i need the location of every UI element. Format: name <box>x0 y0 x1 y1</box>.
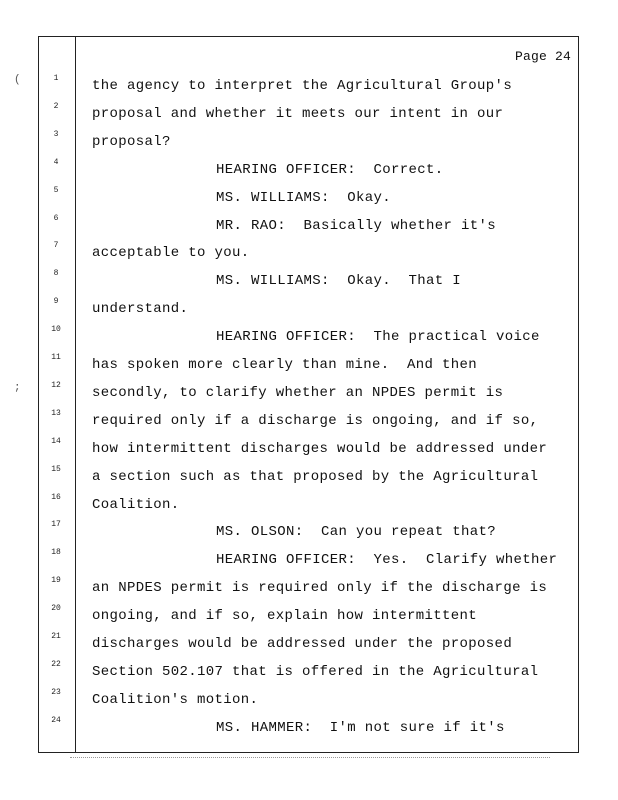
transcript-line <box>0 715 618 740</box>
line-text: Coalition. <box>92 496 180 513</box>
line-number: 9 <box>53 297 59 307</box>
line-text: a section such as that proposed by the Agricultural <box>92 468 539 485</box>
line-text: proposal? <box>92 133 171 150</box>
line-text: MS. OLSON: Can you repeat that? <box>216 524 497 541</box>
line-text: HEARING OFFICER: The practical voice <box>216 329 540 346</box>
line-number: 2 <box>53 101 59 111</box>
line-text: MS. WILLIAMS: Okay. That I <box>216 273 462 290</box>
line-number: 21 <box>51 632 61 641</box>
line-number: 20 <box>51 604 61 614</box>
transcript-line <box>0 492 618 517</box>
line-number: 23 <box>51 687 61 697</box>
line-text: understand. <box>92 301 189 318</box>
margin-mark: ; <box>14 382 21 394</box>
transcript-line <box>0 185 618 210</box>
line-text: Section 502.107 that is offered in the Agricultural <box>92 663 539 680</box>
transcript-line <box>0 464 618 489</box>
line-number: 1 <box>53 74 59 83</box>
transcript-line <box>0 408 618 433</box>
transcript-line <box>0 604 618 628</box>
line-number: 3 <box>53 129 59 139</box>
line-text: HEARING OFFICER: Correct. <box>216 161 444 178</box>
line-text: proposal and whether it meets our intent in our <box>92 105 504 122</box>
line-text: acceptable to you. <box>92 245 250 262</box>
transcript-line <box>0 325 618 349</box>
line-text: has spoken more clearly than mine. And then <box>92 357 478 373</box>
line-number: 22 <box>51 659 61 669</box>
line-number: 5 <box>53 185 59 195</box>
line-number: 11 <box>51 353 61 362</box>
transcript-line <box>0 269 618 293</box>
line-number: 8 <box>53 269 59 279</box>
line-text: discharges would be addressed under the proposed <box>92 636 513 652</box>
line-text: HEARING OFFICER: Yes. Clarify whether <box>216 552 558 569</box>
transcript-line <box>0 548 618 572</box>
transcript-line <box>0 520 618 544</box>
line-text: the agency to interpret the Agricultural Group's <box>92 78 513 94</box>
transcript-line <box>0 213 618 238</box>
line-text: MR. RAO: Basically whether it's <box>216 217 497 234</box>
line-text: Coalition's motion. <box>92 691 259 708</box>
transcript-line <box>0 687 618 712</box>
line-number: 17 <box>51 520 61 530</box>
line-number: 14 <box>51 436 61 446</box>
line-number: 13 <box>51 408 61 418</box>
transcript-line <box>0 576 618 600</box>
line-text: secondly, to clarify whether an NPDES permit is <box>92 384 504 401</box>
margin-mark: ( <box>14 74 21 86</box>
line-number: 12 <box>51 380 61 390</box>
transcript-line <box>0 157 618 182</box>
transcript-line <box>0 241 618 265</box>
line-number: 4 <box>53 157 59 167</box>
line-number: 7 <box>53 241 59 251</box>
transcript-line <box>0 436 618 461</box>
line-number: 10 <box>51 325 61 335</box>
line-number: 6 <box>53 213 59 223</box>
transcript-line <box>0 353 618 377</box>
transcript-line <box>0 74 618 98</box>
line-text: required only if a discharge is ongoing, and if so, <box>92 412 539 429</box>
transcript-line <box>0 101 618 126</box>
transcript-line <box>0 380 618 405</box>
line-text: MS. WILLIAMS: Okay. <box>216 189 392 206</box>
line-text: an NPDES permit is required only if the discharge is <box>92 580 548 597</box>
transcript-line <box>0 659 618 684</box>
line-number: 19 <box>51 576 61 586</box>
transcript-line <box>0 297 618 321</box>
line-text: how intermittent discharges would be addressed under <box>92 440 548 457</box>
transcript-line <box>0 632 618 656</box>
page-number: Page 24 <box>514 49 571 64</box>
line-number: 18 <box>51 548 61 558</box>
line-number: 24 <box>51 715 61 725</box>
line-text: MS. HAMMER: I'm not sure if it's <box>216 719 505 736</box>
line-number: 16 <box>51 492 61 502</box>
bottom-rule <box>70 757 550 758</box>
line-number: 15 <box>51 464 61 474</box>
line-text: ongoing, and if so, explain how intermittent <box>92 608 478 625</box>
transcript-line <box>0 129 618 154</box>
